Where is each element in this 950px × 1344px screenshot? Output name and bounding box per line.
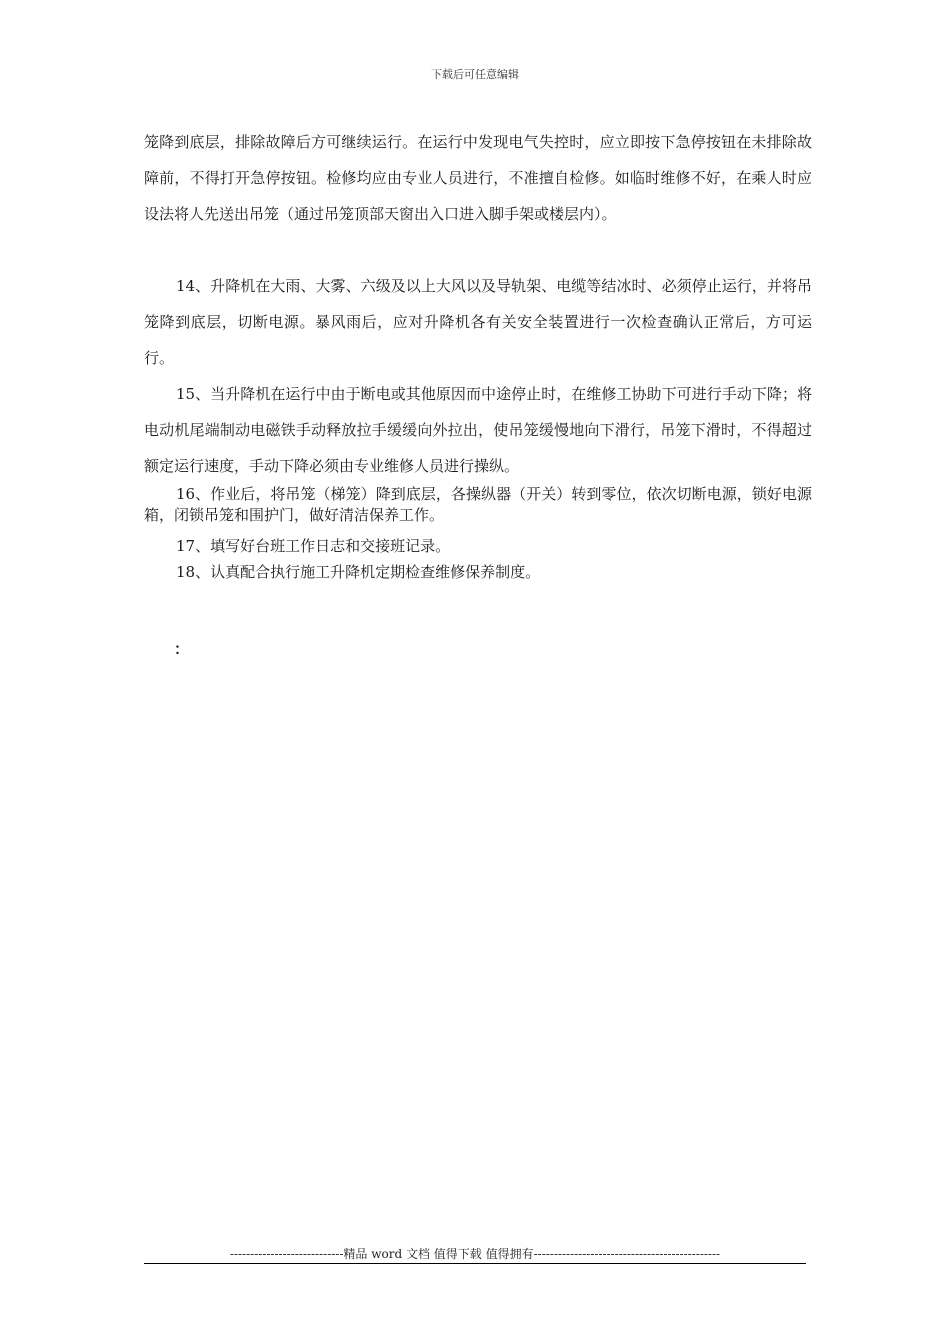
page-footer: ----------------------------精品 word 文档 值得下载 值得拥有---------------------------------------------- xyxy=(229,1247,721,1261)
stray-colon: ： xyxy=(174,640,190,658)
paragraph-continuation: 笼降到底层，排除故障后方可继续运行。在运行中发现电气失控时，应立即按下急停按钮在未排除故障前，不得打开急停按钮。检修均应由专业人员进行，不准擅自检修。如临时维修不好，在乘人时应设法将人先送出吊笼（通过吊笼顶部天窗出入口进入脚手架或楼层内）。 xyxy=(144,133,812,223)
paragraph-item-16: 16、作业后，将吊笼（梯笼）降到底层，各操纵器（开关）转到零位，依次切断电源，锁好电源箱，闭锁吊笼和围护门，做好清洁保养工作。 xyxy=(144,485,812,524)
page-header: 下载后可任意编辑 xyxy=(431,68,519,81)
paragraph-item-17: 17、填写好台班工作日志和交接班记录。 xyxy=(176,537,451,555)
paragraph-item-15: 15、当升降机在运行中由于断电或其他原因而中途停止时，在维修工协助下可进行手动下降；将电动机尾端制动电磁铁手动释放拉手缓缓向外拉出，使吊笼缓慢地向下滑行，吊笼下滑时，不得超过额定运行速度，手动下降必须由专业维修人员进行操纵。 xyxy=(144,385,812,475)
paragraph-item-18: 18、认真配合执行施工升降机定期检查维修保养制度。 xyxy=(176,563,541,581)
paragraph-item-14: 14、升降机在大雨、大雾、六级及以上大风以及导轨架、电缆等结冰时、必须停止运行，并将吊笼降到底层，切断电源。暴风雨后，应对升降机各有关安全装置进行一次检查确认正常后，方可运行。 xyxy=(144,277,812,367)
footer-rule xyxy=(144,1263,806,1264)
